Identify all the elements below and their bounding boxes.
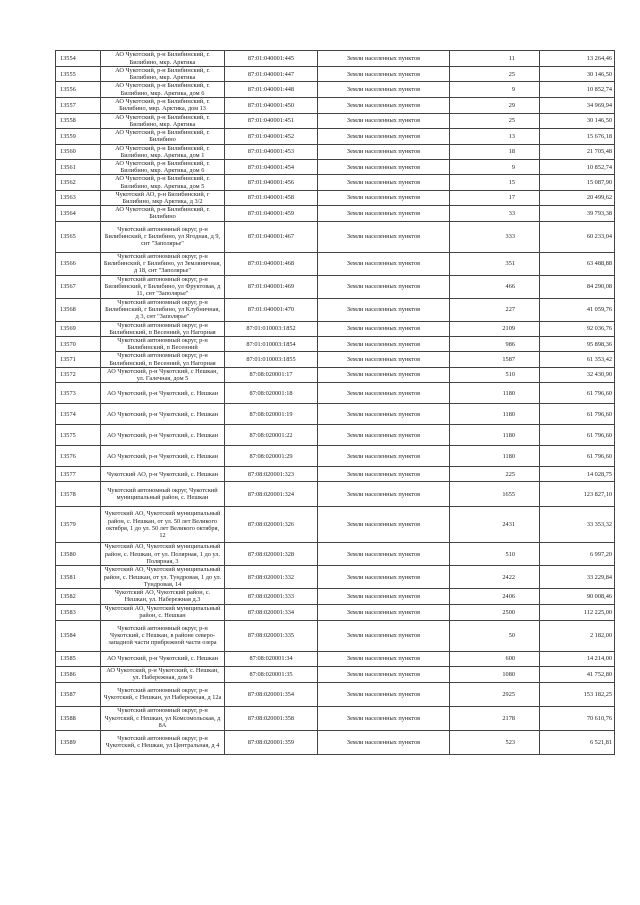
table-row [56,666,615,682]
land-category-cell: Земли населенных пунктов [318,425,450,446]
address-cell: Чукотский автономный округ, р-н Билибинский, п Весенний, ул Нагорная [101,352,225,367]
cadastral-number-cell: 87:08:020001:18 [225,383,318,404]
cadastral-number-cell: 87:01:040001:448 [225,82,318,97]
area-cell: 1180 [450,425,540,446]
land-category-cell: Земли населенных пунктов [318,620,450,651]
cadastral-value-cell: 14 214,00 [540,651,615,666]
table-row [56,706,615,730]
cadastral-number-cell: 87:01:040001:445 [225,51,318,67]
address-cell: Чукотский АО, Чукотский район, с. Нешкан, ул. Набережная д.3 [101,589,225,604]
cadastral-number-cell: 87:01:040001:469 [225,275,318,298]
row-number: 13556 [56,82,101,97]
land-category-cell: Земли населенных пунктов [318,206,450,221]
cadastral-value-cell: 70 610,76 [540,706,615,730]
row-number: 13573 [56,383,101,404]
cadastral-value-cell: 6 521,81 [540,730,615,754]
cadastral-number-cell: 87:01:040001:453 [225,144,318,159]
row-number: 13555 [56,67,101,82]
cadastral-number-cell: 87:01:040001:454 [225,160,318,175]
cadastral-value-cell: 30 146,50 [540,113,615,128]
address-cell: АО Чукотский, р-н Чукотский, с. Нешкан [101,446,225,467]
area-cell: 50 [450,620,540,651]
area-cell: 2500 [450,604,540,620]
area-cell: 2178 [450,706,540,730]
table-row [56,383,615,404]
cadastral-number-cell: 87:01:010003:1852 [225,321,318,336]
area-cell: 25 [450,113,540,128]
row-number: 13567 [56,275,101,298]
row-number: 13579 [56,507,101,543]
row-number: 13575 [56,425,101,446]
row-number: 13570 [56,337,101,352]
area-cell: 523 [450,730,540,754]
area-cell: 11 [450,51,540,67]
table-row [56,67,615,82]
row-number: 13559 [56,129,101,144]
table-row [56,190,615,205]
cadastral-value-cell: 6 997,20 [540,543,615,566]
table-row [56,51,615,67]
address-cell: Чукотский автономный округ, р-н Билибинский, г Билибино, ул Клубничная, д 3, снт "Заполярье" [101,298,225,321]
land-category-cell: Земли населенных пунктов [318,190,450,205]
cadastral-number-cell: 87:08:020001:335 [225,620,318,651]
table-row [56,160,615,175]
cadastral-value-cell: 90 008,46 [540,589,615,604]
cadastral-value-cell: 13 264,46 [540,51,615,67]
row-number: 13568 [56,298,101,321]
cadastral-number-cell: 87:01:040001:452 [225,129,318,144]
table-row [56,682,615,706]
cadastral-value-cell: 39 793,38 [540,206,615,221]
table-row [56,129,615,144]
cadastral-value-cell: 33 353,32 [540,507,615,543]
table-row [56,507,615,543]
land-category-cell: Земли населенных пунктов [318,730,450,754]
address-cell: АО Чукотский, р-н Билибинский, г. Билибино [101,206,225,221]
address-cell: Чукотский АО, р-н Чукотский, с. Нешкан [101,467,225,482]
cadastral-value-cell: 61 796,60 [540,404,615,425]
area-cell: 986 [450,337,540,352]
land-category-cell: Земли населенных пунктов [318,82,450,97]
land-category-cell: Земли населенных пунктов [318,682,450,706]
cadastral-value-cell: 34 969,94 [540,97,615,113]
address-cell: Чукотский автономный округ, р-н Билибинский, г Билибино, ул Земляничная, д 18, снт "Заполярье" [101,252,225,275]
land-category-cell: Земли населенных пунктов [318,482,450,507]
address-cell: АО Чукотский, р-н Чукотский, с. Нешкан [101,404,225,425]
row-number: 13586 [56,666,101,682]
land-category-cell: Земли населенных пунктов [318,275,450,298]
row-number: 13566 [56,252,101,275]
cadastral-value-cell: 63 488,88 [540,252,615,275]
cadastral-value-cell: 20 499,62 [540,190,615,205]
row-number: 13583 [56,604,101,620]
area-cell: 1180 [450,446,540,467]
table-row [56,337,615,352]
cadastral-number-cell: 87:08:020001:34 [225,651,318,666]
cadastral-number-cell: 87:08:020001:358 [225,706,318,730]
cadastral-value-cell: 41 752,80 [540,666,615,682]
land-register-table [55,50,615,755]
address-cell: Чукотский АО, Чукотский муниципальный район, с. Нешкан, от ул. 50 лет Великого октября, 1 до ул. 50 лет Великого октября, 12 [101,507,225,543]
cadastral-number-cell: 87:08:020001:334 [225,604,318,620]
row-number: 13580 [56,543,101,566]
cadastral-number-cell: 87:08:020001:35 [225,666,318,682]
area-cell: 33 [450,206,540,221]
row-number: 13557 [56,97,101,113]
address-cell: АО Чукотский, р-н Чукотский, с Нешкан, ул. Галечная, дом 5 [101,367,225,382]
row-number: 13562 [56,175,101,190]
cadastral-value-cell: 30 146,50 [540,67,615,82]
cadastral-value-cell: 153 182,25 [540,682,615,706]
table-row [56,446,615,467]
cadastral-number-cell: 87:08:020001:22 [225,425,318,446]
row-number: 13572 [56,367,101,382]
area-cell: 9 [450,82,540,97]
land-category-cell: Земли населенных пунктов [318,706,450,730]
cadastral-number-cell: 87:08:020001:326 [225,507,318,543]
table-row [56,97,615,113]
area-cell: 1587 [450,352,540,367]
cadastral-number-cell: 87:08:020001:323 [225,467,318,482]
area-cell: 351 [450,252,540,275]
row-number: 13574 [56,404,101,425]
table-row [56,467,615,482]
land-category-cell: Земли населенных пунктов [318,67,450,82]
cadastral-value-cell: 15 087,90 [540,175,615,190]
area-cell: 13 [450,129,540,144]
address-cell: АО Чукотский, р-н Билибинский, г. Билибино, мкр. Арктика [101,67,225,82]
cadastral-value-cell: 14 028,75 [540,467,615,482]
address-cell: АО Чукотский, р-н Чукотский, с. Нешкан [101,425,225,446]
cadastral-value-cell: 33 229,84 [540,566,615,589]
area-cell: 510 [450,367,540,382]
cadastral-value-cell: 2 182,00 [540,620,615,651]
row-number: 13582 [56,589,101,604]
land-category-cell: Земли населенных пунктов [318,507,450,543]
table-row [56,651,615,666]
area-cell: 600 [450,651,540,666]
address-cell: АО Чукотский, р-н Билибинский, г. Билибино [101,129,225,144]
table-row [56,352,615,367]
row-number: 13569 [56,321,101,336]
area-cell: 1180 [450,383,540,404]
area-cell: 1080 [450,666,540,682]
table-row [56,221,615,252]
land-category-cell: Земли населенных пунктов [318,221,450,252]
address-cell: АО Чукотский, р-н Билибинский, г. Билибино, мкр. Арктика, дом 1 [101,144,225,159]
land-category-cell: Земли населенных пунктов [318,651,450,666]
cadastral-number-cell: 87:08:020001:332 [225,566,318,589]
cadastral-number-cell: 87:01:040001:456 [225,175,318,190]
area-cell: 29 [450,97,540,113]
area-cell: 1180 [450,404,540,425]
cadastral-number-cell: 87:08:020001:328 [225,543,318,566]
address-cell: Чукотский автономный округ, р-н Билибинский, п Весенний, ул Нагорная [101,321,225,336]
land-category-cell: Земли населенных пунктов [318,129,450,144]
row-number: 13585 [56,651,101,666]
cadastral-value-cell: 112 225,00 [540,604,615,620]
table-row [56,543,615,566]
land-category-cell: Земли населенных пунктов [318,113,450,128]
area-cell: 333 [450,221,540,252]
row-number: 13577 [56,467,101,482]
cadastral-number-cell: 87:01:040001:470 [225,298,318,321]
cadastral-value-cell: 10 852,74 [540,160,615,175]
cadastral-number-cell: 87:01:040001:447 [225,67,318,82]
address-cell: Чукотский автономный округ, р-н Чукотский, с Нешкан, ул Набережная, д 12а [101,682,225,706]
row-number: 13576 [56,446,101,467]
land-category-cell: Земли населенных пунктов [318,566,450,589]
address-cell: Чукотский автономный округ, р-н Чукотский, с Нешкан, ул Комсомольская, д 8А [101,706,225,730]
address-cell: Чукотский автономный округ, р-н Чукотский, с Нешкан, в районе северо-западной части прибрежной части озера [101,620,225,651]
land-category-cell: Земли населенных пунктов [318,298,450,321]
cadastral-number-cell: 87:08:020001:324 [225,482,318,507]
cadastral-number-cell: 87:08:020001:19 [225,404,318,425]
land-category-cell: Земли населенных пунктов [318,160,450,175]
address-cell: Чукотский автономный округ, р-н Билибинский, г Билибино, ул Ягодная, д 9, снт "Заполярье" [101,221,225,252]
table-row [56,321,615,336]
table-row [56,589,615,604]
land-category-cell: Земли населенных пунктов [318,467,450,482]
land-category-cell: Земли населенных пунктов [318,404,450,425]
land-category-cell: Земли населенных пунктов [318,352,450,367]
area-cell: 15 [450,175,540,190]
table-row [56,206,615,221]
area-cell: 9 [450,160,540,175]
address-cell: АО Чукотский, р-н Билибинский, г. Билибино, мкр. Арктика [101,51,225,67]
cadastral-number-cell: 87:01:010003:1854 [225,337,318,352]
cadastral-value-cell: 84 290,08 [540,275,615,298]
row-number: 13561 [56,160,101,175]
table-row [56,425,615,446]
cadastral-number-cell: 87:08:020001:359 [225,730,318,754]
address-cell: АО Чукотский, р-н Чукотский, с. Нешкан, ул. Набережная, дом 9 [101,666,225,682]
address-cell: Чукотский АО, Чукотский муниципальный район, с. Нешкан, от ул. Полярная, 1 до ул. Полярная, 3 [101,543,225,566]
address-cell: АО Чукотский, р-н Чукотский, с. Нешкан [101,383,225,404]
cadastral-number-cell: 87:01:010003:1855 [225,352,318,367]
row-number: 13558 [56,113,101,128]
cadastral-value-cell: 61 796,60 [540,425,615,446]
cadastral-number-cell: 87:08:020001:29 [225,446,318,467]
cadastral-value-cell: 61 796,60 [540,383,615,404]
land-category-cell: Земли населенных пунктов [318,252,450,275]
cadastral-value-cell: 32 430,90 [540,367,615,382]
cadastral-value-cell: 10 852,74 [540,82,615,97]
cadastral-number-cell: 87:01:040001:451 [225,113,318,128]
land-category-cell: Земли населенных пунктов [318,383,450,404]
table-row [56,367,615,382]
row-number: 13584 [56,620,101,651]
area-cell: 18 [450,144,540,159]
land-category-cell: Земли населенных пунктов [318,51,450,67]
table-row [56,566,615,589]
row-number: 13587 [56,682,101,706]
land-category-cell: Земли населенных пунктов [318,589,450,604]
table-row [56,482,615,507]
row-number: 13554 [56,51,101,67]
area-cell: 225 [450,467,540,482]
cadastral-value-cell: 41 059,76 [540,298,615,321]
table-row [56,620,615,651]
address-cell: АО Чукотский, р-н Билибинский, г. Билибино, мкр. Арктика, дом 6 [101,82,225,97]
address-cell: Чукотский автономный округ, Чукотский муниципальный район, с. Нешкан [101,482,225,507]
address-cell: Чукотский АО, Чукотский муниципальный район, с. Нешкан, от ул. Тундровая, 1 до ул. Тундровая, 14 [101,566,225,589]
area-cell: 466 [450,275,540,298]
area-cell: 2109 [450,321,540,336]
table-row [56,730,615,754]
table-row [56,82,615,97]
address-cell: Чукотский автономный округ, р-н Билибинский, г Билибино, ул Фруктовая, д 11, снт "Заполярье" [101,275,225,298]
land-category-cell: Земли населенных пунктов [318,367,450,382]
cadastral-value-cell: 61 353,42 [540,352,615,367]
row-number: 13578 [56,482,101,507]
cadastral-number-cell: 87:08:020001:17 [225,367,318,382]
address-cell: АО Чукотский, р-н Билибинский, г. Билибино, мкр. Арктика [101,113,225,128]
table-row [56,298,615,321]
table-row [56,275,615,298]
cadastral-value-cell: 21 705,48 [540,144,615,159]
land-category-cell: Земли населенных пунктов [318,337,450,352]
area-cell: 227 [450,298,540,321]
address-cell: АО Чукотский, р-н Чукотский, с. Нешкан [101,651,225,666]
address-cell: АО Чукотский, р-н Билибинский, г. Билибино, мкр. Арктика, дом 13 [101,97,225,113]
cadastral-number-cell: 87:08:020001:354 [225,682,318,706]
area-cell: 17 [450,190,540,205]
row-number: 13589 [56,730,101,754]
table-row [56,113,615,128]
land-category-cell: Земли населенных пунктов [318,321,450,336]
land-category-cell: Земли населенных пунктов [318,666,450,682]
area-cell: 2422 [450,566,540,589]
cadastral-value-cell: 61 796,60 [540,446,615,467]
address-cell: Чукотский автономный округ, р-н Чукотский, с Нешкан, ул Центральная, д 4 [101,730,225,754]
address-cell: АО Чукотский, р-н Билибинский, г. Билибино, мкр. Арктика, дом 5 [101,175,225,190]
table-row [56,175,615,190]
cadastral-value-cell: 60 233,04 [540,221,615,252]
cadastral-number-cell: 87:01:040001:468 [225,252,318,275]
row-number: 13581 [56,566,101,589]
row-number: 13560 [56,144,101,159]
cadastral-number-cell: 87:01:040001:450 [225,97,318,113]
table-row [56,404,615,425]
cadastral-value-cell: 123 827,10 [540,482,615,507]
cadastral-value-cell: 15 676,18 [540,129,615,144]
address-cell: Чукотский АО, Чукотский муниципальный район, с. Нешкан [101,604,225,620]
address-cell: Чукотский автономный округ, р-н Билибинский, п Весенний [101,337,225,352]
cadastral-value-cell: 95 898,36 [540,337,615,352]
row-number: 13588 [56,706,101,730]
address-cell: АО Чукотский, р-н Билибинский, г. Билибино, мкр. Арктика, дом 6 [101,160,225,175]
land-category-cell: Земли населенных пунктов [318,604,450,620]
cadastral-number-cell: 87:01:040001:458 [225,190,318,205]
row-number: 13564 [56,206,101,221]
cadastral-number-cell: 87:01:040001:467 [225,221,318,252]
land-category-cell: Земли населенных пунктов [318,543,450,566]
area-cell: 510 [450,543,540,566]
land-category-cell: Земли населенных пунктов [318,175,450,190]
address-cell: Чукотский АО, р-н Билибинский, г Билибино, мкр Арктика, д 3/2 [101,190,225,205]
row-number: 13563 [56,190,101,205]
table-row [56,144,615,159]
cadastral-number-cell: 87:01:040001:459 [225,206,318,221]
land-category-cell: Земли населенных пунктов [318,144,450,159]
land-category-cell: Земли населенных пунктов [318,97,450,113]
cadastral-number-cell: 87:08:020001:333 [225,589,318,604]
land-register-body [56,51,615,755]
area-cell: 25 [450,67,540,82]
area-cell: 2406 [450,589,540,604]
area-cell: 1655 [450,482,540,507]
land-category-cell: Земли населенных пунктов [318,446,450,467]
table-row [56,252,615,275]
row-number: 13565 [56,221,101,252]
area-cell: 2431 [450,507,540,543]
row-number: 13571 [56,352,101,367]
cadastral-value-cell: 92 036,76 [540,321,615,336]
table-row [56,604,615,620]
area-cell: 2925 [450,682,540,706]
